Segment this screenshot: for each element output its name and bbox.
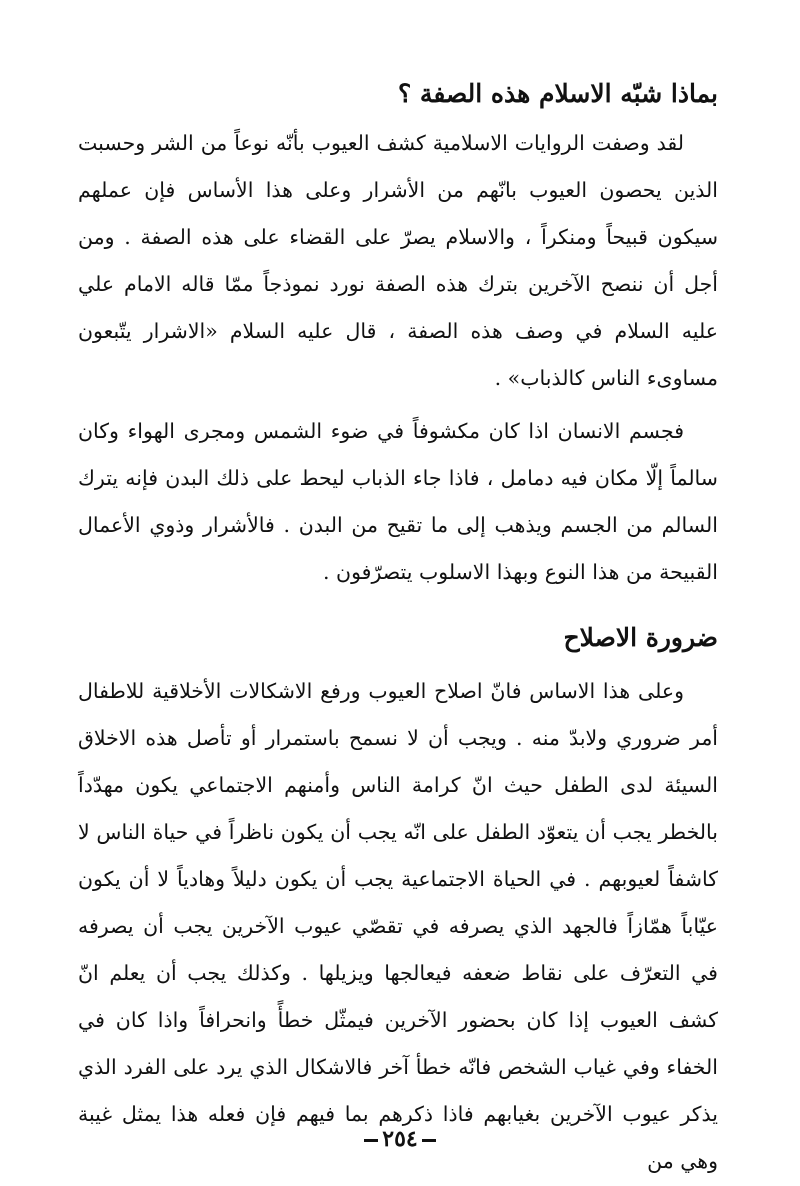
- paragraph: فجسم الانسان اذا كان مكشوفاً في ضوء الشمس ومجرى الهواء وكان سالماً إلّا مكان فيه دمامل ، فاذا جاء الذباب ليحط على ذلك البدن فإنه يترك السالم من الجسم ويذهب إلى ما تقيح من البدن . فالأشرار وذوي الأعمال القبيحة من هذا النوع وبهذا الاسلوب يتصرّفون .: [78, 419, 718, 584]
- section-heading: بماذا شبّه الاسلام هذه الصفة ؟: [397, 79, 718, 108]
- page-number-text: ٢٥٤: [382, 1126, 418, 1152]
- dash-decoration: [364, 1139, 378, 1142]
- section-heading: ضرورة الاصلاح: [563, 623, 718, 652]
- page-number: [0, 1126, 800, 1152]
- dash-decoration: [422, 1139, 436, 1142]
- paragraph: وعلى هذا الاساس فانّ اصلاح العيوب ورفع الاشكالات الأخلاقية للاطفال أمر ضروري ولابدّ منه . ويجب أن لا نسمح باستمرار أو تأصل هذه الاخلاق السيئة لدى الطفل حيث انّ كرامة الناس وأمنهم الاجتماعي يكون مهدّداً بالخطر يجب أن يتعوّد الطفل على انّه يجب أن يكون ناظراً في حياة الناس لا كاشفاً لعيوبهم . في الحياة الاجتماعية يجب أن يكون دليلاً وهادياً لا أن يكون عيّاباً همّازاً فالجهد الذي يصرفه في تقصّي عيوب الآخرين يجب أن يصرفه في التعرّف على نقاط ضعفه فيعالجها ويزيلها . وكذلك يجب أن يعلم انّ كشف العيوب إذا كان بحضور الآخرين فيمثّل خطأً وانحرافاً واذا كان في الخفاء وفي غياب الشخص فانّه خطأ آخر فالاشكال الذي يرد على الفرد الذي يذكر عيوب الآخرين بغيابهم فاذا ذكرهم بما فيهم فإن فعله هذا يمثل غيبة وهي من: [78, 679, 718, 1173]
- paragraph: لقد وصفت الروايات الاسلامية كشف العيوب بأنّه نوعاً من الشر وحسبت الذين يحصون العيوب بانّهم من الأشرار وعلى هذا الأساس فإن عملهم سيكون قبيحاً ومنكراً ، والاسلام يصرّ على القضاء على هذه الصفة . ومن أجل أن ننصح الآخرين بترك هذه الصفة نورد نموذجاً ممّا قاله الامام علي عليه السلام في وصف هذه الصفة ، قال عليه السلام «الاشرار يتّبعون مساوىء الناس كالذباب» .: [78, 131, 718, 390]
